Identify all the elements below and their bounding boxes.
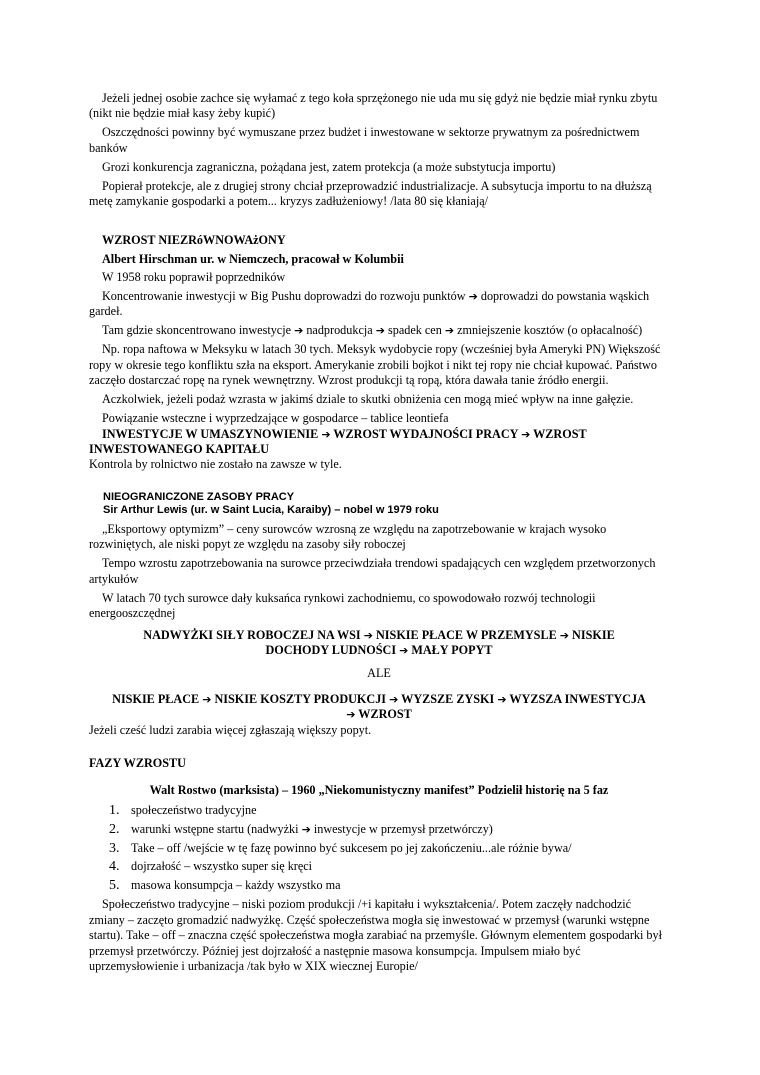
text-run: spadek cen: [384, 323, 445, 338]
text-run: zmniejszenie kosztów (o opłacalność): [454, 323, 643, 338]
arrow-right-icon: ➔: [444, 324, 455, 338]
section-subheading-rostow: Walt Rostwo (marksista) – 1960 „Niekomunistyczny manifest” Podzielił historię na 5 faz: [149, 783, 609, 798]
paragraph: [89, 289, 669, 320]
arrow-right-icon: ➔: [301, 822, 311, 836]
arrow-right-icon: ➔: [202, 692, 212, 706]
arrow-right-icon: ➔: [399, 643, 409, 657]
arrow-right-icon: ➔: [363, 628, 373, 642]
text-run: NISKIE DOCHODY LUDNOŚCI: [265, 627, 615, 657]
paragraph: [89, 323, 669, 338]
intro-paragraph-1: Jeżeli jednej osobie zachce się wyłamać z tego koła sprzężonego nie uda mu się gdyż nie będzie miał rynku zbytu (nikt nie będzie miał kasy żeby kupić): [89, 91, 658, 121]
text-run: NISKIE KOSZTY PRODUKCJI: [211, 691, 390, 706]
bold-arrow-chain: [89, 692, 669, 723]
paragraph: W 1958 roku poprawił poprzedników: [102, 270, 286, 285]
text-run: nadprodukcja: [303, 323, 376, 338]
arrow-right-icon: ➔: [559, 628, 569, 642]
text-run: warunki wstępne startu (nadwyżki: [131, 821, 302, 836]
intro-paragraph-2: Oszczędności powinny być wymuszane przez budżet i inwestowane w sektorze prywatnym za pośrednictwem banków: [89, 125, 640, 155]
arrow-right-icon: ➔: [375, 324, 385, 338]
text-run: WYZSZA INWESTYCJA: [506, 691, 646, 706]
section-subheading-lewis: Sir Arthur Lewis (ur. w Saint Lucia, Karaiby) – nobel w 1979 roku: [103, 503, 439, 516]
intro-paragraph-4: Popierał protekcje, ale z drugiej strony chciał przeprowadzić industrializacje. A subsytucja importu to na dłuższą metę zamykanie gospodarki a potem... kryzys zadłużeniowy! /lata 80 się kłaniają/: [89, 178, 652, 209]
paragraph: Np. ropa naftowa w Meksyku w latach 30 tych. Meksyk wydobycie ropy (wcześniej była Ameryki PN) Większość ropy w okresie tego konfliktu szła na eksport. Amerykanie zrobili bojkot i nikt tej ropy nie chciał kupować. Państwo zaczęło dostarczać ropę na rynek wewnętrzny. Wzrost produkcji tą ropą, która dawała tanie źródło energii.: [89, 342, 661, 388]
text-run: inwestycje w przemysł przetwórczy): [310, 821, 493, 836]
text-run: WZROST WYDAJNOŚCI PRACY: [330, 426, 522, 441]
arrow-right-icon: ➔: [468, 290, 478, 304]
paragraph: „Eksportowy optymizm” – ceny surowców wzrosną ze względu na zapotrzebowanie w krajach wysoko rozwiniętych, ale niski popyt ze względu na zasoby siły roboczej: [89, 521, 607, 552]
connector-word: ALE: [367, 666, 391, 681]
arrow-right-icon: ➔: [346, 708, 356, 722]
paragraph: W latach 70 tych surowce dały kuksańca rynkowi zachodniemu, co spowodowało rozwój technologii energooszczędnej: [89, 590, 596, 621]
text-run: NISKIE PŁACE W PRZEMYSLE: [372, 627, 560, 642]
spacer: [89, 742, 669, 756]
paragraph: Społeczeństwo tradycyjne – niski poziom produkcji /+i kapitału i wykształcenia/. Potem zaczęły nadchodzić zmiany – zaczęto gromadzić nadwyżkę. Część społeczeństwa mogła się inwestować w przemysł (warunki wstępne startu). Take – off – znaczna część społeczeństwa mogła zarabiać na przemyśle. Głównym elementem gospodarki był przemysł przetwórczy. Później jest dojrzałość a następnie masowa konsumpcja. Impulsem miało być uprzemysłowienie i urbanizacja /tak było w XIX wiecznej Europie/: [89, 897, 662, 973]
text-run: INWESTYCJE W UMASZYNOWIENIE: [102, 426, 322, 441]
text-run: WZROST: [355, 707, 412, 722]
text-run: WYZSZE ZYSKI: [398, 691, 498, 706]
bold-arrow-chain: [89, 628, 669, 659]
bold-arrow-chain: [89, 427, 669, 458]
list-item: 1. społeczeństwo tradycyjne: [123, 803, 669, 818]
arrow-right-icon: ➔: [497, 692, 507, 706]
arrow-right-icon: ➔: [294, 324, 304, 338]
section-subheading-hirschman: Albert Hirschman ur. w Niemczech, pracował w Kolumbii: [102, 251, 404, 266]
list-item: 5. masowa konsumpcja – każdy wszystko ma: [123, 878, 669, 893]
arrow-right-icon: ➔: [321, 427, 331, 441]
paragraph: Tempo wzrostu zapotrzebowania na surowce przeciwdziała trendowi spadających cen względem przetworzonych artykułów: [89, 556, 656, 586]
section-heading-unlimited-labour: NIEOGRANICZONE ZASOBY PRACY: [103, 490, 295, 503]
spacer: [89, 477, 669, 491]
arrow-right-icon: ➔: [389, 692, 399, 706]
paragraph: Jeżeli cześć ludzi zarabia więcej zgłaszają większy popyt.: [89, 722, 372, 737]
text-run: WZROST INWESTOWANEGO KAPITAŁU: [89, 426, 587, 457]
text-run: doprowadzi do powstania wąskich gardeł.: [89, 289, 650, 319]
text-run: MAŁY POPYT: [408, 642, 493, 657]
spacer: [89, 213, 669, 233]
document-page: [89, 91, 669, 978]
text-run: Koncentrowanie inwestycji w Big Pushu doprowadzi do rozwoju punktów: [102, 289, 469, 304]
list-item: [123, 822, 669, 837]
arrow-right-icon: ➔: [521, 427, 531, 441]
phases-list: [89, 803, 669, 894]
section-heading-unbalanced-growth: WZROST NIEZRóWNOWAżONY: [102, 233, 286, 248]
intro-paragraph-3: Grozi konkurencja zagraniczna, pożądana jest, zatem protekcja (a może substytucja importu): [102, 159, 556, 174]
paragraph: Powiązanie wsteczne i wyprzedzające w gospodarce – tablice leontiefa: [102, 411, 449, 426]
text-run: NISKIE PŁACE: [112, 691, 203, 706]
list-item: 3. Take – off /wejście w tę fazę powinno być sukcesem po jej zakończeniu...ale różnie bywa/: [123, 841, 669, 856]
section-heading-growth-phases: FAZY WZROSTU: [89, 755, 186, 770]
text-run: NADWYŻKI SIŁY ROBOCZEJ NA WSI: [143, 627, 364, 642]
list-item: 4. dojrzałość – wszystko super się kręci: [123, 859, 669, 874]
text-run: Tam gdzie skoncentrowano inwestycje: [102, 323, 295, 338]
paragraph: Aczkolwiek, jeżeli podaż wzrasta w jakimś dziale to skutki obniżenia cen mogą mieć wpływ na inne gałęzie.: [102, 392, 634, 407]
paragraph: Kontrola by rolnictwo nie zostało na zawsze w tyle.: [89, 457, 342, 472]
